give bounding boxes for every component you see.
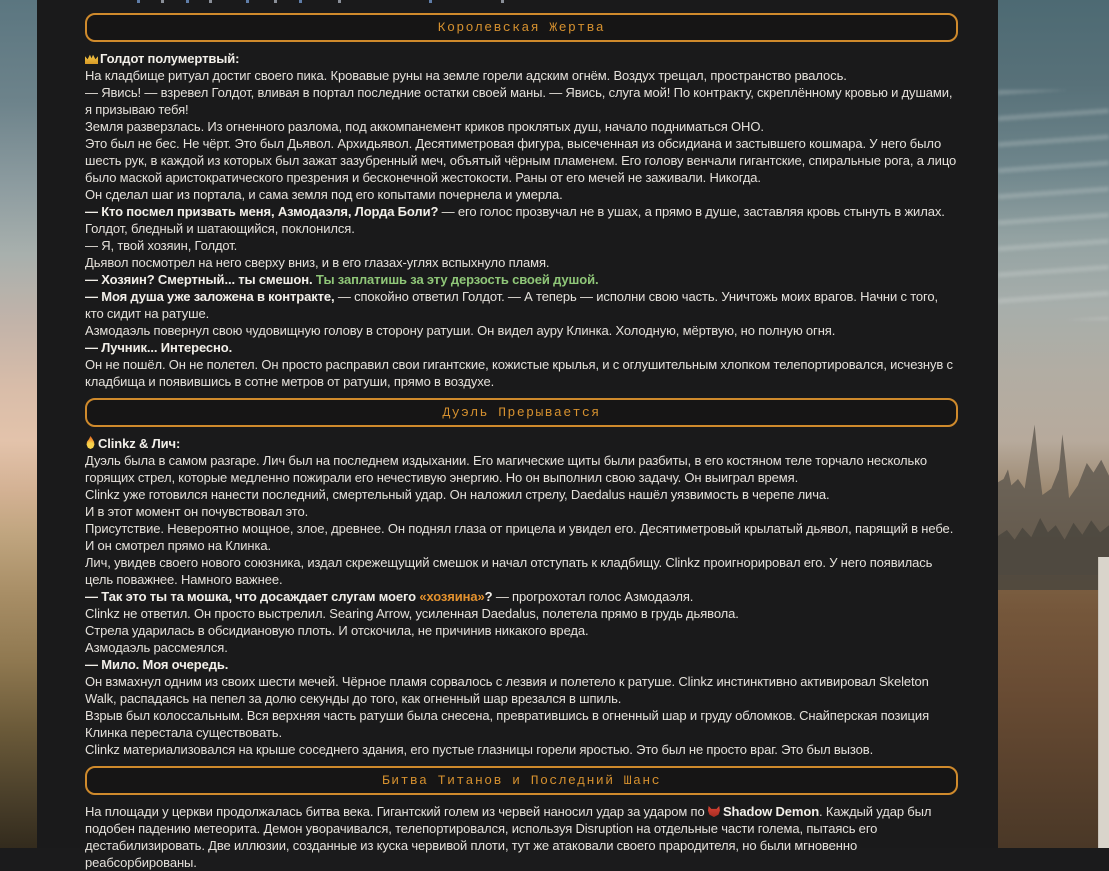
text-run: И в этот момент он почувствовал это. [85,504,309,519]
text-run: — Явись! — взревел Голдот, вливая в портал последние остатки своей маны. — Явись, слуга мой! По контракту, скреплённому кровью и душами, я призываю тебя! [85,85,953,117]
story [85,0,958,871]
paragraph [85,271,958,288]
text-run: Дьявол посмотрел на него сверху вниз, и в его глазах-углях вспыхнуло пламя. [85,255,550,270]
text-run: Стрела ударилась в обсидиановую плоть. И отскочила, не причинив никакого вреда. [85,623,589,638]
text-run: — прогрохотал голос Азмодаэля. [492,589,694,604]
paragraph [85,67,958,84]
paragraph [85,520,958,554]
paragraph [85,707,958,741]
section-title: Дуэль Прерывается [442,405,601,420]
text-run: На кладбище ритуал достиг своего пика. Кровавые руны на земле горели адским огнём. Воздух трещал, пространство рвалось. [85,68,847,83]
paragraph [85,288,958,322]
paragraph [85,554,958,588]
text-run: Shadow Demon [722,804,820,819]
text-run: — Моя душа уже заложена в контракте, [85,289,335,304]
fire-icon [85,436,96,449]
paragraph [85,656,958,673]
text-run: — Хозяин? Смертный... ты смешон. [85,272,316,287]
section-title: Битва Титанов и Последний Шанс [381,773,662,788]
paragraph [85,254,958,271]
paragraph [85,237,958,254]
text-run: — спокойно ответил Голдот. — А теперь — исполни свою часть. Уничтожь моих врагов. Начни с того, кто сидит на ратуше. [85,289,939,321]
text-run: ? [484,589,493,604]
paragraph [85,186,958,203]
text-run: Он взмахнул одним из своих шести мечей. Чёрное пламя сорвалось с лезвия и полетело к ратуше. Clinkz инстинктивно активировал Skeleton Walk, распадаясь на пепел за долю секунды до того, как огненный шар врезался в шпиль. [85,674,929,706]
paragraph [85,486,958,503]
text-run: — Мило. Моя очередь. [85,657,229,672]
text-run: Это был не бес. Не чёрт. Это был Дьявол. Архидьявол. Десятиметровая фигура, высеченная из обсидиана и застывшего кошмара. У него было шесть рук, в каждой из которых был зажат зазубренный меч, объятый чёрным пламенем. Его голову венчали гигантские, спиральные рога, а лицо было маской аристократического презрения и бесконечной жестокости. Раны от его мечей не заживали. Никогда. [85,136,957,185]
section-title: Королевская Жертва [437,20,606,35]
demon-icon [708,806,720,817]
text-run: Он сделал шаг из портала, и сама земля под его копытами почернела и умерла. [85,187,563,202]
text-run: — Так это ты та мошка, что досаждает слугам моего [85,589,420,604]
paragraph [85,673,958,707]
paragraph [85,50,958,67]
text-run: Clinkz уже готовился нанести последний, смертельный удар. Он наложил стрелу, Daedalus нашёл уязвимость в черепе лича. [85,487,830,502]
text-run: — Я, твой хозяин, Голдот. [85,238,238,253]
text-run: Clinkz не ответил. Он просто выстрелил. Searing Arrow, усиленная Daedalus, полетела прямо в грудь дьявола. [85,606,739,621]
section-header [85,13,958,42]
paragraph [85,605,958,622]
paragraph [85,622,958,639]
text-run: — его голос прозвучал не в ушах, а прямо в душе, заставляя кровь стынуть в жилах. [438,204,945,219]
paragraph [85,741,958,758]
text-run: Голдот, бледный и шатающийся, поклонился. [85,221,355,236]
paragraph [85,503,958,520]
background-landscape-right [998,0,1109,848]
paragraph [85,356,958,390]
paragraph [85,452,958,486]
text-run: . Каждый удар был подобен падению метеорита. Демон уворачивался, телепортировался, используя Disruption на отдельные части голема, пытаясь его дестабилизировать. Две иллюзии, созданные из куска червивой плоти, тут же атаковали своего прародителя, но были мгновенно реабсорбированы. [85,804,932,870]
paragraph [85,135,958,186]
clipped-text-remnant [85,0,958,5]
paragraph [85,339,958,356]
page-scrollbar[interactable] [1098,557,1109,848]
paragraph [85,220,958,237]
text-run: Лич, увидев своего нового союзника, издал скрежещущий смешок и начал отступать к кладбищу. Clinkz проигнорировал его. У него появилась цель поважнее. Намного важнее. [85,555,933,587]
background-landscape-left [0,0,37,848]
story-panel [37,0,998,870]
text-run: Ты заплатишь за эту дерзость своей душой. [315,272,599,287]
text-run: Взрыв был колоссальным. Вся верхняя часть ратуши была снесена, превратившись в огненный шар и груду обломков. Снайперская позиция Клинка перестала существовать. [85,708,930,740]
paragraph [85,203,958,220]
crown-icon [85,54,98,64]
text-run: Азмодаэль повернул свою чудовищную голову в сторону ратуши. Он видел ауру Клинка. Холодную, мёртвую, но полную огня. [85,323,836,338]
text-run: Земля разверзлась. Из огненного разлома, под аккомпанемент криков проклятых душ, начало подниматься ОНО. [85,119,764,134]
text-run: Он не пошёл. Он не полетел. Он просто расправил свои гигантские, кожистые крылья, и с оглушительным хлопком телепортировался, исчезнув с кладбища и появившись в сотне метров от ратуши, прямо в воздухе. [85,357,953,389]
text-run: — Кто посмел призвать меня, Азмодаэля, Лорда Боли? [85,204,439,219]
text-run: Голдот полумертвый: [100,51,240,66]
paragraph [85,84,958,118]
text-run: Clinkz & Лич: [98,436,181,451]
paragraph [85,639,958,656]
text-run: Clinkz материализовался на крыше соседнего здания, его пустые глазницы горели яростью. Это был не просто враг. Это был вызов. [85,742,874,757]
highlighted-term: «хозяина» [419,589,485,604]
text-run: Азмодаэль рассмеялся. [85,640,228,655]
text-run: Дуэль была в самом разгаре. Лич был на последнем издыхании. Его магические щиты были разбиты, в его костяном теле торчало несколько горящих стрел, которые медленно пожирали его нечестивую энергию. Но он выполнил свою задачу. Он выиграл время. [85,453,928,485]
paragraph [85,588,958,605]
paragraph [85,435,958,452]
text-run: — Лучник... Интересно. [85,340,233,355]
section-header [85,766,958,795]
paragraph [85,322,958,339]
paragraph [85,118,958,135]
paragraph [85,803,958,871]
background-clouds [998,90,1109,320]
text-run: Присутствие. Невероятно мощное, злое, древнее. Он поднял глаза от прицела и увидел его. Десятиметровый крылатый дьявол, парящий в небе. И он смотрел прямо на Клинка. [85,521,954,553]
text-run: На площади у церкви продолжалась битва века. Гигантский голем из червей наносил удар за ударом по [85,804,708,819]
section-header [85,398,958,427]
